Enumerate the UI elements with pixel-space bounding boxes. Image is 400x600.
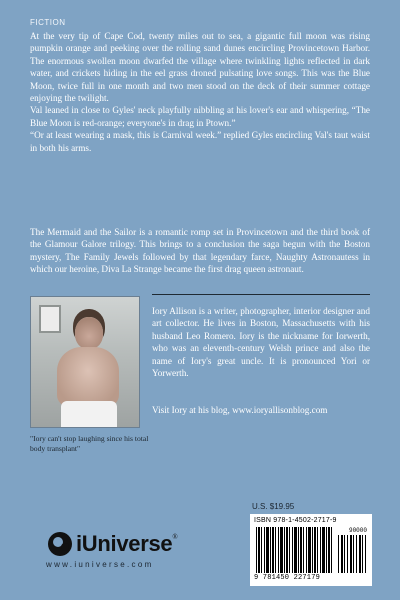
- book-synopsis: The Mermaid and the Sailor is a romantic romp set in Provincetown and the third book of the Glamour Galore trilogy. This brings to a conclusion the saga begun with the Boston mystery, The Family Jewels followed by that legendary farce, Naughty Astronautess in which our heroine, Diva La Strange became the first drag queen astronaut.: [30, 227, 370, 275]
- author-bio: Iory Allison is a writer, photographer, interior designer and art collector. He lives in Boston, Massachusetts with his husband Leo Romero. Iory is the nickname for Iorwerth, who was an eleventh-century Welsh prince and also the name of Iory's great uncle. It is pronounced Yori or Yorwerth.: [152, 306, 370, 379]
- ean-bars: [256, 527, 334, 573]
- author-photo: [30, 296, 140, 428]
- publisher-logo: [48, 529, 178, 559]
- barcode: [250, 514, 372, 586]
- book-excerpt: [30, 30, 370, 154]
- author-head: [75, 317, 103, 349]
- divider: [152, 294, 370, 295]
- publisher-name: iUniverse: [76, 531, 173, 556]
- price-bars: [338, 535, 366, 573]
- registered-mark: ®: [172, 533, 178, 541]
- photo-caption: "Iory can't stop laughing since his total body transplant": [30, 434, 149, 453]
- wall-picture: [39, 305, 61, 333]
- price-label: U.S. $19.95: [252, 502, 295, 511]
- excerpt-paragraph: Val leaned in close to Gyles' neck playfully nibbling at his lover's ear and whispering, “The Blue Moon is red-orange; everyone's in drag in Ptown.”: [30, 105, 370, 128]
- publisher-url[interactable]: www.iuniverse.com: [46, 560, 154, 569]
- towel: [61, 401, 117, 428]
- author-torso: [57, 347, 119, 407]
- excerpt-paragraph: At the very tip of Cape Cod, twenty miles out to sea, a gigantic full moon was rising pumpkin orange and peeking over the rolling sand dunes encircling Provincetown Harbor. The enormous swollen moon dwarfed the village where twinkling lights reflected in dark water, and crickets hiding in the eel grass droned pulsating love songs. This was the Blue Moon, twice full in one month and two men stood on the deck of their summer cottage enjoying the twilight.: [30, 31, 370, 104]
- isbn-label: ISBN 978-1-4502-2717-9: [254, 517, 337, 524]
- barcode-digits: 9 781450 227179: [254, 574, 321, 582]
- author-blog-link[interactable]: Visit Iory at his blog, www.ioryallisonblog.com: [152, 405, 328, 415]
- genre-label: FICTION: [30, 18, 66, 27]
- excerpt-paragraph: “Or at least wearing a mask, this is Carnival week.” replied Gyles encircling Val's taut waist in both his arms.: [30, 130, 370, 153]
- price-code: 90000: [348, 527, 367, 534]
- iuniverse-logo-icon: [48, 532, 72, 556]
